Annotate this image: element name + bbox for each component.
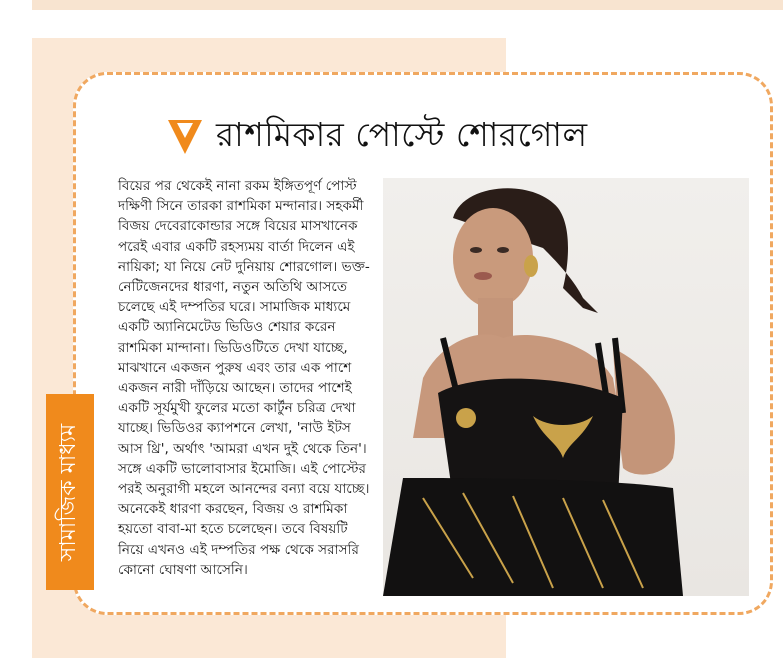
down-triangle-icon xyxy=(168,120,202,154)
headline-row xyxy=(168,112,588,162)
top-stripe xyxy=(32,0,783,10)
article-headline: রাশমিকার পোস্টে শোরগোল xyxy=(216,115,588,154)
category-tag xyxy=(46,394,94,590)
category-tag-label: সামাজিক মাধ্যম xyxy=(56,423,82,561)
portrait-illustration xyxy=(383,178,749,596)
article-photo xyxy=(383,178,749,596)
article-body: বিয়ের পর থেকেই নানা রকম ইঙ্গিতপূর্ণ পোস্ট দক্ষিণী সিনে তারকা রাশমিকা মন্দানার। সহকর্মী বিজয় দেবেরাকোন্ডার সঙ্গে বিয়ের মাসখানেক পরেই এবার একটি রহস্যময় বার্তা দিলেন এই নায়িকা; যা নিয়ে নেট দুনিয়ায় শোরগোল। ভক্ত-নেটিজেনদের ধারণা, নতুন অতিথি আসতে চলেছে এই দম্পতির ঘরে। সামাজিক মাধ্যমে একটি অ্যানিমেটেড ভিডিও শেয়ার করেন রাশমিকা মান্দানা। ভিডিওটিতে দেখা যাচ্ছে, মাঝখানে একজন পুরুষ এবং তার এক পাশে একজন নারী দাঁড়িয়ে আছেন। তাদের পাশেই একটি সূর্যমুখী ফুলের মতো কার্টুন চরিত্র দেখা যাচ্ছে। ভিডিওর ক্যাপশনে লেখা, 'নাউ ইটস আস থ্রি', অর্থাৎ 'আমরা এখন দুই থেকে তিন'। সঙ্গে একটি ভালোবাসার ইমোজি। এই পোস্টের পরই অনুরাগী মহলে আনন্দের বন্যা বয়ে যাচ্ছে। অনেকেই ধারণা করছেন, বিজয় ও রাশমিকা হয়তো বাবা-মা হতে চলেছেন। তবে বিষয়টি নিয়ে এখনও এই দম্পতির পক্ষ থেকে সরাসরি কোনো ঘোষণা আসেনি। xyxy=(118,178,370,578)
